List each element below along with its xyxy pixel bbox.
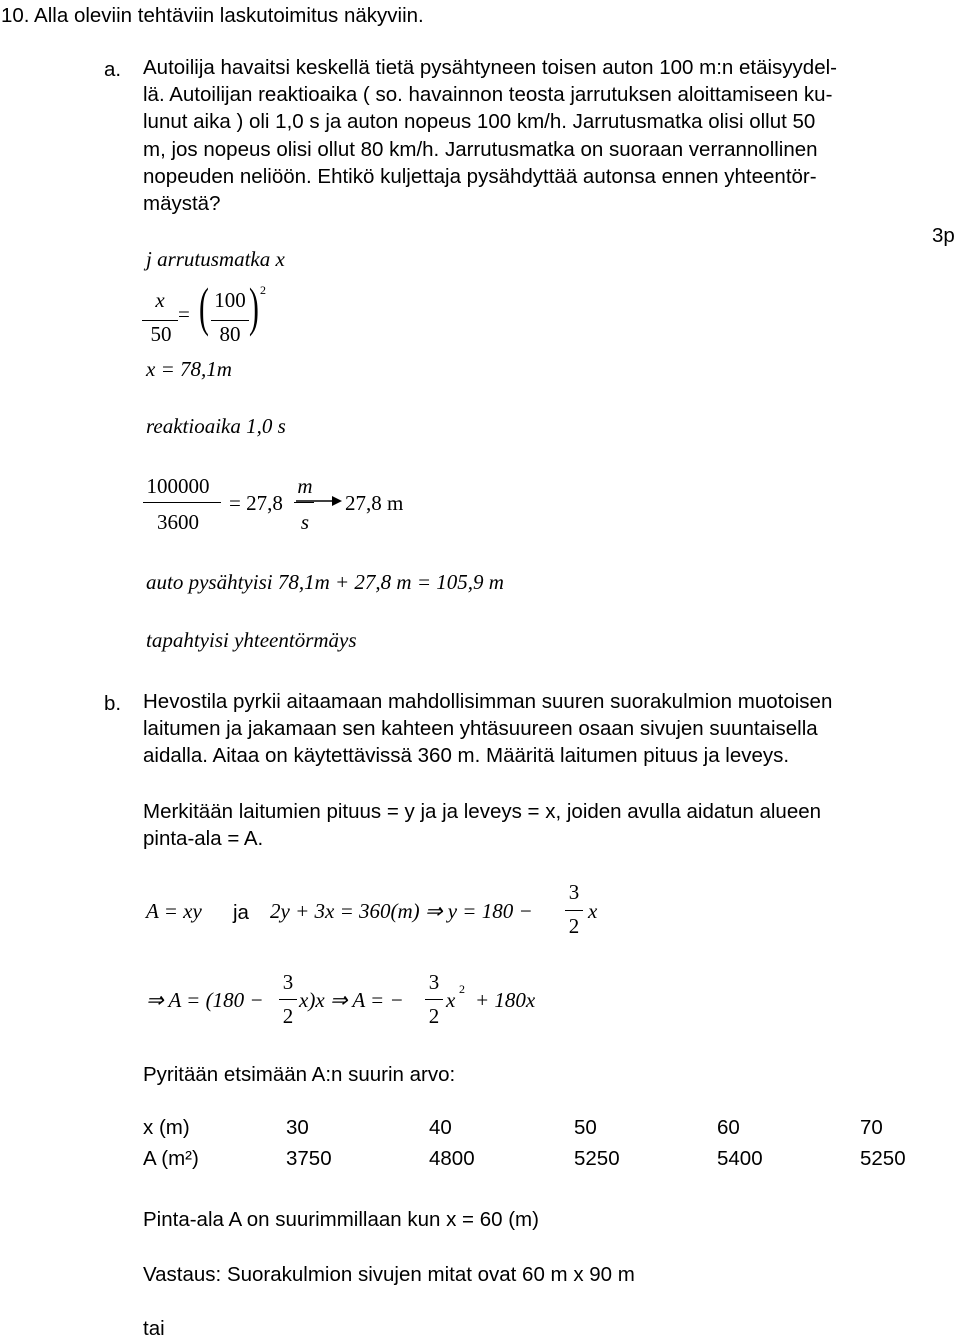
maximum-statement: Pinta-ala A on suurimmillaan kun x = 60 (m)	[143, 1208, 539, 1231]
eq1-rhs-denominator: 80	[219, 322, 241, 346]
notation-text	[143, 798, 958, 852]
notation-line: pinta-ala = A.	[143, 827, 264, 851]
a-value: 4800	[429, 1146, 475, 1170]
eq1-frac-numerator: 3	[568, 880, 580, 904]
seek-maximum: Pyritään etsimään A:n suurin arvo:	[143, 1063, 456, 1086]
eq1-tail: x	[588, 899, 598, 923]
conclusion: tapahtyisi yhteentörmäys	[146, 628, 357, 652]
notation-line: Merkitään laitumien pituus = y ja ja leveys = x, joiden avulla aidatun alueen	[143, 800, 822, 823]
part-a-line: lä. Autoilijan reaktioaika ( so. havainnon teosta jarrutuksen aloittamiseen ku-	[143, 83, 833, 107]
speed-fraction-bar	[143, 502, 221, 503]
a-value: 5250	[574, 1146, 620, 1170]
speed-result: 27,8 m	[345, 491, 404, 515]
ja-word: ja	[233, 901, 249, 924]
eq2-frac1-denominator: 2	[282, 1004, 294, 1028]
question-heading: 10. Alla oleviin tehtäviin laskutoimitus näkyviin.	[1, 4, 424, 27]
eq2-frac2-denominator: 2	[428, 1004, 440, 1028]
answer: Vastaus: Suorakulmion sivujen mitat ovat 60 m x 90 m	[143, 1263, 635, 1286]
area-substitution-mid: x)x ⇒ A = −	[299, 988, 404, 1012]
x-value: 40	[429, 1115, 452, 1139]
part-b-line: aidalla. Aitaa on käytettävissä 360 m. Määritä laitumen pituus ja leveys.	[143, 744, 790, 768]
speed-denominator: 3600	[157, 510, 199, 534]
fence-equation: 2y + 3x = 360(m) ⇒ y = 180 −	[270, 899, 533, 923]
table-row	[143, 1143, 920, 1174]
eq1-lhs-denominator: 50	[150, 322, 172, 346]
row-a-label: A (m²)	[143, 1146, 199, 1170]
x-value: 60	[717, 1115, 740, 1139]
eq1-frac-bar	[565, 910, 583, 911]
reaction-time: reaktioaika 1,0 s	[146, 414, 286, 438]
eq1-lhs-numerator: x	[155, 288, 165, 312]
braking-distance-label: j arrutusmatka x	[146, 247, 285, 271]
eq2-frac1-bar	[279, 999, 297, 1000]
x-value: 70	[860, 1115, 883, 1139]
eq2-frac2-bar	[425, 999, 443, 1000]
eq1-frac-denominator: 2	[568, 914, 580, 938]
eq1-left-paren: (	[199, 277, 209, 337]
table-row	[143, 1112, 920, 1143]
eq1-right-paren: )	[249, 277, 259, 337]
part-b-line: Hevostila pyrkii aitaamaan mahdollisimman suuren suorakulmion muotoisen	[143, 690, 833, 713]
x-value: 50	[574, 1115, 597, 1139]
part-a-line: lunut aika ) oli 1,0 s ja auton nopeus 100 km/h. Jarrutusmatka olisi ollut 50	[143, 110, 816, 134]
speed-value: = 27,8	[229, 491, 283, 515]
part-b-text	[143, 688, 958, 770]
part-a-line: mäystä?	[143, 192, 221, 216]
part-a-text	[143, 54, 958, 217]
speed-numerator: 100000	[146, 474, 210, 498]
area-table	[143, 1112, 920, 1174]
eq2-x: x	[446, 988, 456, 1012]
part-a-line: nopeuden neliöön. Ehtikö kuljettaja pysähdyttää autonsa ennen yhteentör-	[143, 164, 817, 188]
eq2-frac1-numerator: 3	[282, 970, 294, 994]
part-a-label: a.	[104, 58, 122, 81]
part-b-label: b.	[104, 692, 122, 715]
tai-word: tai	[143, 1317, 165, 1340]
row-x-label: x (m)	[143, 1115, 190, 1139]
eq2: x = 78,1m	[146, 357, 232, 381]
points-label: 3p	[932, 224, 955, 247]
eq2-tail: + 180x	[475, 988, 536, 1012]
eq1-exponent: 2	[260, 283, 266, 297]
a-value: 3750	[286, 1146, 332, 1170]
eq1-rhs-numerator: 100	[214, 288, 246, 312]
part-a-line: m, jos nopeus olisi ollut 80 km/h. Jarrutusmatka on suoraan verrannollinen	[143, 137, 818, 161]
a-value: 5250	[860, 1146, 906, 1170]
stopping-distance: auto pysähtyisi 78,1m + 27,8 m = 105,9 m	[146, 570, 504, 594]
a-value: 5400	[717, 1146, 763, 1170]
part-b-line: laitumen ja jakamaan sen kahteen yhtäsuureen osaan sivujen suuntaisella	[143, 717, 818, 741]
eq1-equals: =	[178, 302, 190, 326]
eq2-frac2-numerator: 3	[428, 970, 440, 994]
eq2-exponent: 2	[459, 982, 465, 996]
part-a-line: Autoilija havaitsi keskellä tietä pysähtyneen toisen auton 100 m:n etäisyydel-	[143, 56, 837, 79]
x-value: 30	[286, 1115, 309, 1139]
arrow-right-icon	[296, 494, 344, 508]
area-substitution: ⇒ A = (180 −	[146, 988, 264, 1012]
unit-numerator: m	[297, 474, 313, 498]
unit-denominator: s	[300, 510, 310, 534]
area-formula: A = xy	[146, 899, 202, 923]
